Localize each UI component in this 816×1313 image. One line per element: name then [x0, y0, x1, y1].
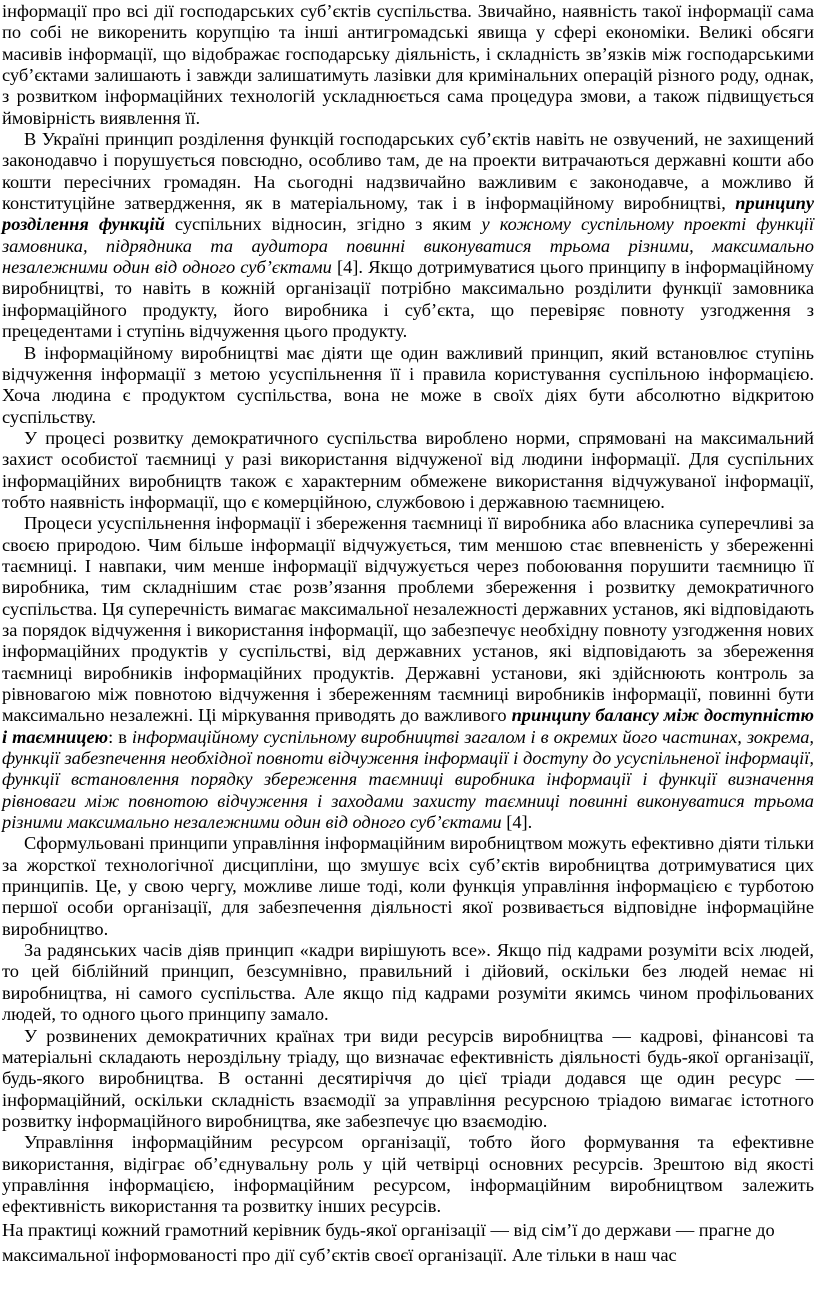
paragraph-8: [2, 1026, 814, 1133]
paragraph-4: [2, 428, 814, 513]
paragraph-5-text-a: Процеси усуспільнення інформації і збереження таємниці її виробника або власника суперечливі за своєю природою. Чим більше інформації відчужується, тим меншою стає впевненість у збереженні таємниці. І навпаки, чим менше інформації відчужується через побоювання порушити таємницю її виробника, тим складнішим стає розв’язання проблеми збереження і розвитку демократичного суспільства. Ця суперечність вимагає максимальної незалежності державних установ, які відповідають за порядок відчуження і використання інформації, що забезпечує необхідну повноту узгодження нових інформаційних продуктів у суспільстві, від державних установ, які відповідають за збереження таємниці виробників інформаційних продуктів. Державні установи, які здійснюють контроль за рівновагою між повнотою відчуження і збереженням таємниці виробників інформації, повинні бути максимально незалежні. Ці міркування приводять до важливого: [2, 513, 814, 726]
paragraph-2-text-a: В Україні принцип розділення функцій господарських суб’єктів навіть не озвучений, не захищений законодавчо і порушується повсюдно, особливо там, де на проекти витрачаються державні кошти або кошти пересічних громадян. На сьогодні надзвичайно важливим є законодавче, а можливо й конституційне затвердження, як в матеріальному, так і в інформаційному виробництві,: [2, 129, 814, 214]
paragraph-9: [2, 1132, 814, 1217]
paragraph-2-italic-definition: у кожному суспільному проекті функції замовника, підрядника та аудитора повинні виконуватися трьома різними, максимально незалежними один від одного суб’єктами: [2, 214, 814, 278]
paragraph-9-text: Управління інформаційним ресурсом організації, тобто його формування та ефективне використання, відіграє об’єднувальну роль у цій четвірці основних ресурсів. Зрештою від якості управління інформацією, інформаційним ресурсом, інформаційним виробництвом залежить ефективність використання та розвитку інших ресурсів.: [2, 1132, 814, 1217]
paragraph-8-text: У розвинених демократичних країнах три види ресурсів виробництва — кадрові, фінансові та матеріальні складають нероздільну тріаду, що визначає ефективність діяльності будь-якої організації, будь-якого виробництва. В останні десятиріччя до цієї тріади додався ще один ресурс — інформаційний, оскільки складність взаємодії за управління ресурсною тріадою вимагає істотного розвитку інформаційного виробництва, яке забезпечує цю взаємодію.: [2, 1025, 814, 1131]
paragraph-10: [2, 1218, 814, 1268]
paragraph-2-text-e: [4]. Якщо дотримуватися цього принципу в інформаційному виробництві, то навіть в кожній організації потрібно максимально розділити функції замовника інформаційного продукту, його виробника і суб’єкта, що перевіряє повноту узгодження з прецедентами і ступінь відчуження цього продукту.: [2, 257, 814, 342]
paragraph-5-italic-definition: інформаційному суспільному виробництві загалом і в окремих його частинах, зокрема, функції забезпечення необхідної повноти відчуження інформації і доступу до усуспільненої інформації, функції встановлення порядку збереження таємниці виробника інформації і функції визначення рівноваги між повнотою відчуження і заходами захисту таємниці повинні виконуватися трьома різними максимально незалежними один від одного суб’єктами: [2, 726, 814, 833]
paragraph-10-text: На практиці кожний грамотний керівник будь-якої організації — від сім’ї до держави — прагне до максимальної інформованості про дії суб’єктів своєї організації. Але тільки в наш час: [2, 1219, 775, 1265]
paragraph-2: [2, 129, 814, 342]
paragraph-7-text: За радянських часів діяв принцип «кадри вирішують все». Якщо під кадрами розуміти всіх людей, то цей біблійний принцип, безсумнівно, правильний і дійовий, оскільки без людей немає ні виробництва, ні самого суспільства. Але якщо під кадрами розуміти якимсь чином профільованих людей, то одного цього принципу замало.: [2, 940, 814, 1025]
paragraph-5-text-e: [4].: [501, 812, 533, 833]
paragraph-5: [2, 513, 814, 833]
paragraph-6-text: Сформульовані принципи управління інформаційним виробництвом можуть ефективно діяти тільки за жорсткої технологічної дисципліни, що змушує всіх суб’єктів виробництва дотримуватися цих принципів. Це, у свою чергу, можливе лише тоді, коли функція управління інформацією є турботою першої особи організації, для забезпечення діяльності якої розвивається відповідне інформаційне виробництво.: [2, 833, 814, 939]
paragraph-2-text-c: суспільних відносин, згідно з яким: [164, 214, 482, 235]
paragraph-6: [2, 833, 814, 940]
principle-separation-of-functions: принципу розділення функцій: [2, 193, 814, 235]
paragraph-4-text: У процесі розвитку демократичного суспільства вироблено норми, спрямовані на максимальний захист особистої таємниці у разі використання відчуженої від людини інформації. Для суспільних інформаційних виробництв також є характерним обмежене використання відчужуваної інформації, тобто наявність інформації, що є комерційною, службовою і державною таємницею.: [2, 427, 814, 512]
paragraph-5-text-c: : в: [108, 726, 132, 747]
paragraph-1: [2, 1, 814, 129]
paragraph-3-text: В інформаційному виробництві має діяти ще один важливий принцип, який встановлює ступінь відчуження інформації з метою усуспільнення її і правила користування суспільною інформацією. Хоча людина є продуктом суспільства, вона не може в своїх діях бути абсолютно відкритою суспільству.: [2, 342, 814, 427]
paragraph-3: [2, 343, 814, 428]
paragraph-1-text: інформації про всі дії господарських суб’єктів суспільства. Звичайно, наявність такої інформації сама по собі не викоренить корупцію та інші антигромадські явища у сфері економіки. Великі обсяги масивів інформації, що відображає господарську діяльність, і складність зв’язків між господарськими суб’єктами залишають і завжди залишатимуть лазівки для кримінальних операцій різного роду, однак, з розвитком інформаційних технологій ускладнюється сама процедура змови, а також підвищується ймовірність виявлення її.: [2, 1, 814, 128]
paragraph-7: [2, 940, 814, 1025]
principle-balance-access-secrecy: принципу балансу між доступністю і таємницею: [2, 705, 814, 747]
